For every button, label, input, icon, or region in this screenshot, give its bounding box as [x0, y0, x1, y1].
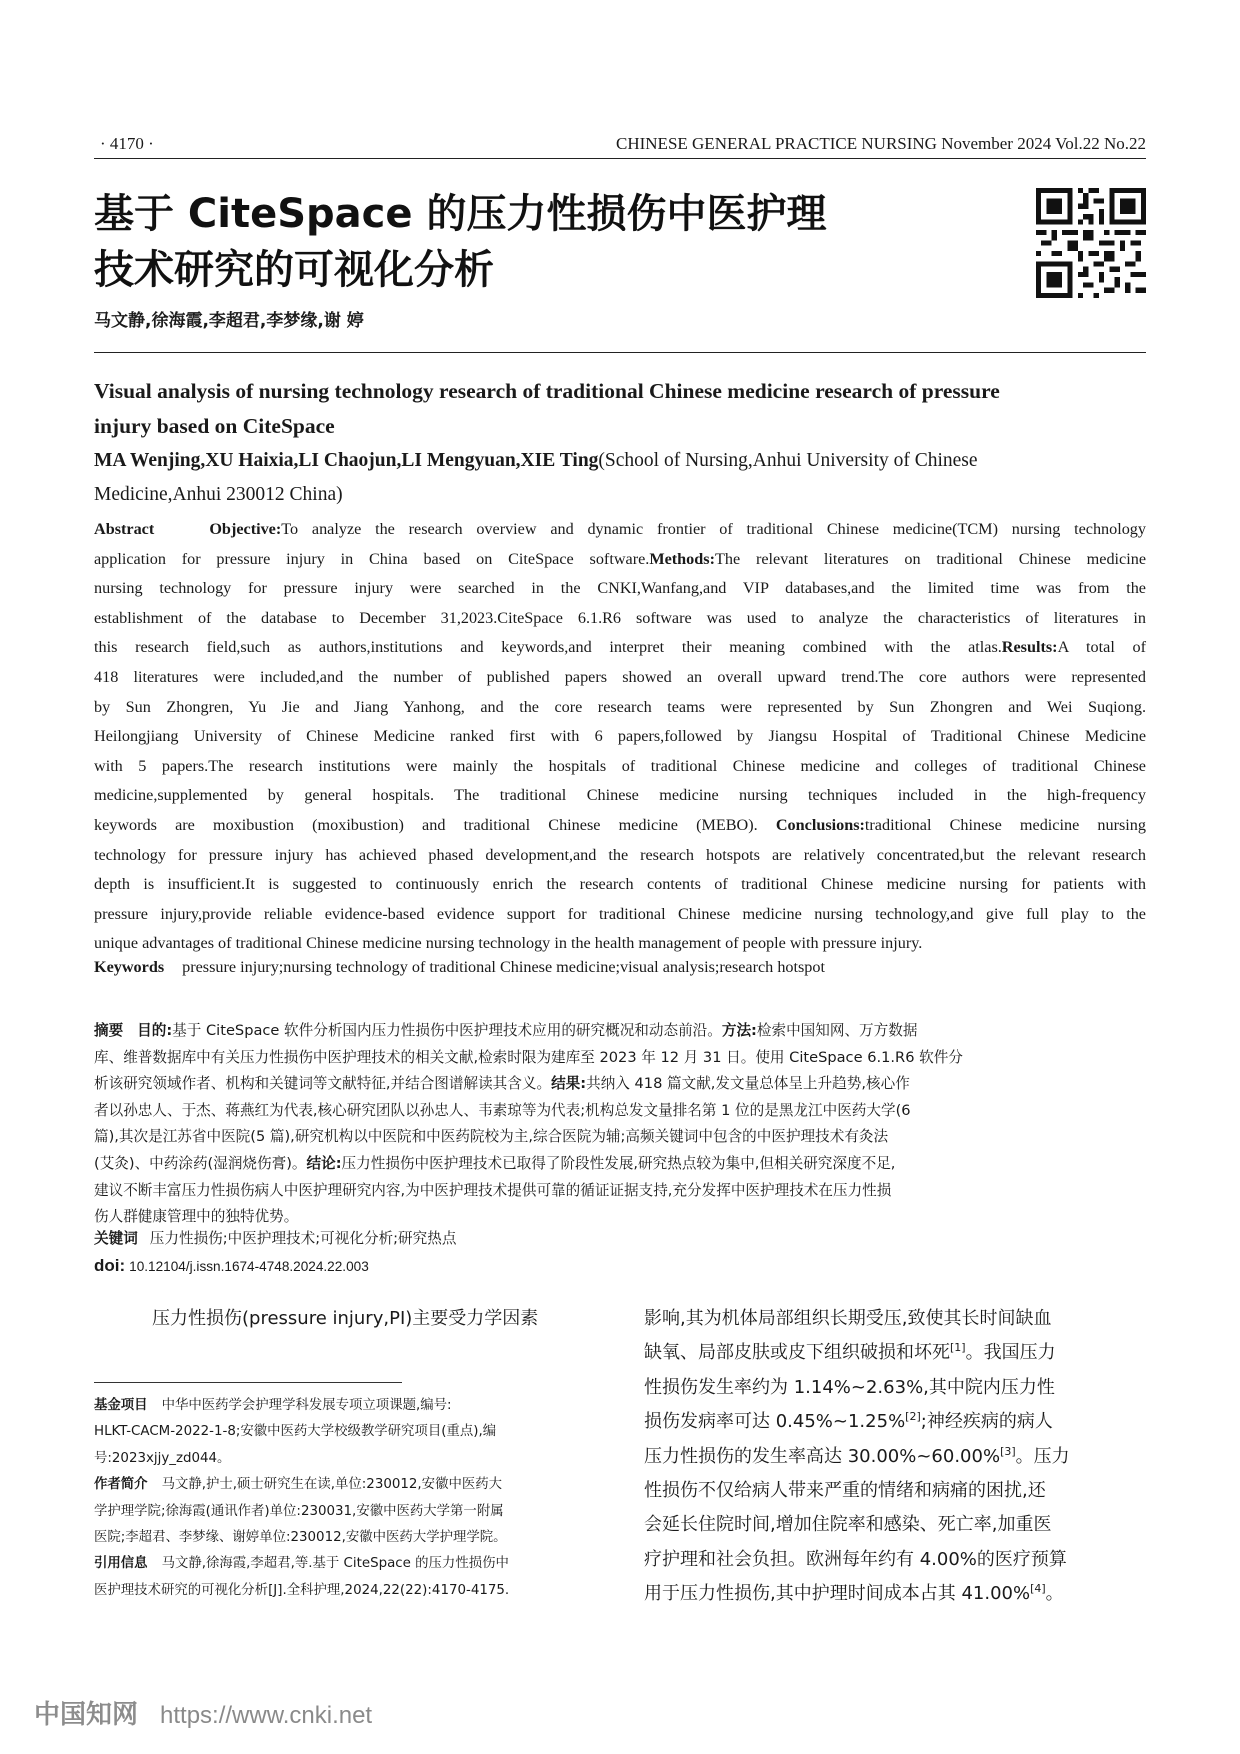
cnki-watermark — [34, 1694, 372, 1731]
body-line — [644, 1440, 1146, 1474]
author-names-en: MA Wenjing,XU Haixia,LI Chaojun,LI Mengyuan,XIE Ting — [94, 450, 599, 471]
footnote-line — [94, 1472, 604, 1498]
keywords-en — [94, 958, 1146, 977]
abstract-en-line — [94, 515, 1146, 545]
body-line: 疗护理和社会负担。欧洲每年约有 4.00%的医疗预算 — [644, 1548, 1067, 1570]
citation-ref[interactable]: [1] — [950, 1341, 966, 1355]
conclusion-cn-label: 结论: — [306, 1154, 342, 1172]
abstract-cn-line — [94, 1018, 1146, 1045]
keywords-cn-text: 压力性损伤;中医护理技术;可视化分析;研究热点 — [149, 1230, 457, 1247]
abstract-cn-label: 摘要 — [94, 1022, 124, 1039]
abstract-en-line: by Sun Zhongren, Yu Jie and Jiang Yanhong, and the core research teams were represented by Sun Zhongren and Wei Suqiong. — [94, 697, 1146, 716]
abstract-en-line: pressure injury,provide reliable evidence-based evidence support for traditional Chinese medicine nursing technology,and give full play to the — [94, 904, 1146, 923]
body-line: 会延长住院时间,增加住院率和感染、死亡率,加重医 — [644, 1514, 1052, 1536]
authors-en-line1 — [94, 444, 1146, 478]
body-line: 性损伤不仅给病人带来严重的情绪和病痛的困扰,还 — [644, 1480, 1046, 1502]
footnote-rule — [94, 1382, 402, 1383]
footnote-text: 马文静,护士,硕士研究生在读,单位:230012,安徽中医药大 — [161, 1477, 503, 1493]
abstract-cn-text: 检索中国知网、万方数据 — [756, 1022, 918, 1039]
abstract-en-text: this research field,such as authors,institutions and keywords,and interpret their meaning combined with the atlas. — [94, 638, 1002, 657]
abstract-cn-line: 伤人群健康管理中的独特优势。 — [94, 1208, 299, 1226]
footnote-line: 号:2023xjjy_zd044。 — [94, 1450, 231, 1466]
abstract-en-line: 418 literatures were included,and the number of published papers showed an overall upward trend.The core authors were represented — [94, 667, 1146, 686]
objective-label: Objective: — [209, 520, 282, 538]
doi-link[interactable]: 10.12104/j.issn.1674-4748.2024.22.003 — [129, 1259, 369, 1274]
abstract-en-line — [94, 545, 1146, 575]
body-text: 。我国压力 — [965, 1342, 1056, 1364]
body-left-column: 压力性损伤(pressure injury,PI)主要受力学因素 — [152, 1308, 539, 1329]
abstract-cn-text: 析该研究领域作者、机构和关键词等文献特征,并结合图谱解读其含义。 — [94, 1075, 552, 1093]
doi — [94, 1256, 369, 1276]
footnote-text: 马文静,徐海霞,李超君,等.基于 CiteSpace 的压力性损伤中 — [161, 1556, 509, 1572]
affiliation-en-part1: (School of Nursing,Anhui University of Chinese — [598, 450, 978, 471]
results-cn-label: 结果: — [551, 1075, 587, 1093]
footnotes — [94, 1393, 604, 1604]
footnote-line: 医院;李超君、李梦缘、谢婷单位:230012,安徽中医药大学护理学院。 — [94, 1530, 507, 1546]
abstract-cn-text: 共纳入 418 篇文献,发文量总体呈上升趋势,核心作 — [586, 1075, 910, 1093]
article-title-en — [94, 374, 1146, 444]
footnote-line — [94, 1393, 604, 1419]
title-en-line2: injury based on CiteSpace — [94, 414, 335, 438]
authors-cn: 马文静,徐海霞,李超君,李梦缘,谢 婷 — [94, 311, 364, 331]
abstract-cn — [94, 1018, 1146, 1231]
doi-label: doi: — [94, 1256, 126, 1275]
abstract-en-text: application for pressure injury in China based on CiteSpace software. — [94, 549, 650, 568]
abstract-en-text: A total of — [1057, 638, 1146, 657]
abstract-en-line: depth is insufficient.It is suggested to continuously enrich the research contents of traditional Chinese medicine nursing for patients with — [94, 875, 1146, 894]
abstract-en — [94, 515, 1146, 959]
author-bio-label: 作者简介 — [94, 1477, 148, 1493]
cnki-logo: 中国知网 — [34, 1700, 139, 1730]
body-line — [644, 1405, 1146, 1439]
authors-en — [94, 444, 1146, 512]
abstract-en-line — [94, 633, 1146, 663]
title-en-line1: Visual analysis of nursing technology research of traditional Chinese medicine research of pressure — [94, 379, 1000, 403]
body-text: 压力性损伤的发生率高达 30.00%~60.00% — [644, 1445, 1001, 1467]
abstract-en-line: with 5 papers.The research institutions were mainly the hospitals of traditional Chinese medicine and colleges of traditional Chinese — [94, 756, 1146, 775]
abstract-cn-line: 者以孙忠人、于杰、蒋燕红为代表,核心研究团队以孙忠人、韦素琼等为代表;机构总发文量排名第 1 位的是黑龙江中医药大学(6 — [94, 1101, 911, 1119]
header-rule — [94, 158, 1146, 159]
abstract-en-line — [94, 811, 1146, 841]
abstract-en-text: traditional Chinese medicine nursing — [864, 815, 1146, 834]
conclusions-label: Conclusions: — [775, 815, 865, 834]
affiliation-en-part2: Medicine,Anhui 230012 China) — [94, 484, 343, 505]
abstract-cn-line: 篇),其次是江苏省中医院(5 篇),研究机构以中医院和中医药院校为主,综合医院为辅;高频关键词中包含的中医护理技术有灸法 — [94, 1128, 889, 1146]
abstract-en-line: nursing technology for pressure injury were searched in the CNKI,Wanfang,and VIP databases,and the limited time was from the — [94, 579, 1146, 598]
body-line: 性损伤发生率约为 1.14%~2.63%,其中院内压力性 — [644, 1376, 1055, 1398]
results-label: Results: — [1001, 638, 1058, 657]
title-cn-line2: 技术研究的可视化分析 — [94, 247, 494, 293]
footnote-line: HLKT-CACM-2022-1-8;安徽中医药大学校级教学研究项目(重点),编 — [94, 1424, 497, 1440]
keywords-en-label: Keywords — [94, 958, 165, 976]
abstract-cn-line — [94, 1071, 1146, 1098]
keywords-cn-label: 关键词 — [94, 1230, 138, 1247]
journal-info: CHINESE GENERAL PRACTICE NURSING November 2024 Vol.22 No.22 — [616, 134, 1146, 153]
body-text: 用于压力性损伤,其中护理时间成本占其 41.00% — [644, 1583, 1031, 1605]
title-cn-line1: 基于 CiteSpace 的压力性损伤中医护理 — [94, 191, 827, 237]
body-text: 缺氧、局部皮肤或皮下组织破损和坏死 — [644, 1342, 950, 1364]
body-text: ;神经疾病的病人 — [920, 1411, 1053, 1433]
methods-label: Methods: — [649, 549, 715, 568]
body-line: 影响,其为机体局部组织长期受压,致使其长时间缺血 — [644, 1308, 1052, 1329]
citation-ref[interactable]: [4] — [1030, 1582, 1046, 1596]
citation-info-label: 引用信息 — [94, 1556, 148, 1572]
title-rule — [94, 352, 1146, 353]
abstract-en-text: keywords are moxibustion (moxibustion) and traditional Chinese medicine (MEBO). — [94, 815, 758, 834]
footnote-line: 学护理学院;徐海霞(通讯作者)单位:230031,安徽中医药大学第一附属 — [94, 1503, 504, 1519]
abstract-en-line: technology for pressure injury has achieved phased development,and the research hotspots are relatively concentrated,but the relevant research — [94, 845, 1146, 864]
citation-ref[interactable]: [3] — [1000, 1444, 1016, 1458]
abstract-en-line: unique advantages of traditional Chinese medicine nursing technology in the health management of people with pressure injury. — [94, 934, 923, 953]
abstract-cn-line: 库、维普数据库中有关压力性损伤中医护理技术的相关文献,检索时限为建库至 2023 年 12 月 31 日。使用 CiteSpace 6.1.R6 软件分 — [94, 1048, 963, 1066]
abstract-cn-text: 基于 CiteSpace 软件分析国内压力性损伤中医护理技术应用的研究概况和动态前沿。 — [172, 1022, 722, 1039]
abstract-en-line: Heilongjiang University of Chinese Medicine ranked first with 6 papers,followed by Jiangsu Hospital of Traditional Chinese Medicine — [94, 727, 1146, 746]
keywords-en-text: pressure injury;nursing technology of traditional Chinese medicine;visual analysis;research hotspot — [182, 958, 825, 976]
abstract-en-text: The relevant literatures on traditional Chinese medicine — [714, 549, 1146, 568]
citation-ref[interactable]: [2] — [905, 1410, 921, 1424]
body-right-column — [644, 1302, 1146, 1612]
objective-cn-label: 目的: — [137, 1022, 173, 1039]
body-line — [644, 1577, 1146, 1611]
article-title-cn — [94, 186, 954, 298]
body-text: 损伤发病率可达 0.45%~1.25% — [644, 1411, 906, 1433]
page-number: · 4170 · — [100, 134, 154, 153]
abstract-en-line: establishment of the database to December 31,2023.CiteSpace 6.1.R6 software was used to analyze the characteristics of literatures in — [94, 608, 1146, 627]
body-text: 。 — [1045, 1583, 1064, 1605]
body-text: 。压力 — [1015, 1445, 1070, 1467]
abstract-cn-text: (艾灸)、中药涂药(湿润烧伤膏)。 — [94, 1154, 307, 1172]
abstract-cn-text: 压力性损伤中医护理技术已取得了阶段性发展,研究热点较为集中,但相关研究深度不足, — [341, 1154, 896, 1172]
footnote-text: 中华中医药学会护理学科发展专项立项课题,编号: — [161, 1398, 452, 1413]
body-line — [644, 1336, 1146, 1370]
running-header — [94, 132, 1146, 158]
abstract-label: Abstract — [94, 520, 155, 538]
abstract-cn-line: 建议不断丰富压力性损伤病人中医护理研究内容,为中医护理技术提供可靠的循证证据支持,充分发挥中医护理技术在压力性损 — [94, 1181, 892, 1199]
fund-label: 基金项目 — [94, 1398, 148, 1413]
abstract-en-text: To analyze the research overview and dynamic frontier of traditional Chinese medicine(TCM) nursing technology — [281, 520, 1146, 538]
abstract-cn-line — [94, 1151, 1146, 1178]
footnote-line — [94, 1551, 604, 1577]
methods-cn-label: 方法: — [721, 1022, 757, 1039]
keywords-cn — [94, 1227, 456, 1248]
qr-code-icon[interactable] — [1036, 188, 1146, 298]
abstract-en-line: medicine,supplemented by general hospitals. The traditional Chinese medicine nursing techniques included in the high-frequency — [94, 786, 1146, 805]
footnote-line: 医护理技术研究的可视化分析[J].全科护理,2024,22(22):4170-4175. — [94, 1582, 510, 1598]
cnki-url[interactable]: https://www.cnki.net — [160, 1702, 373, 1729]
